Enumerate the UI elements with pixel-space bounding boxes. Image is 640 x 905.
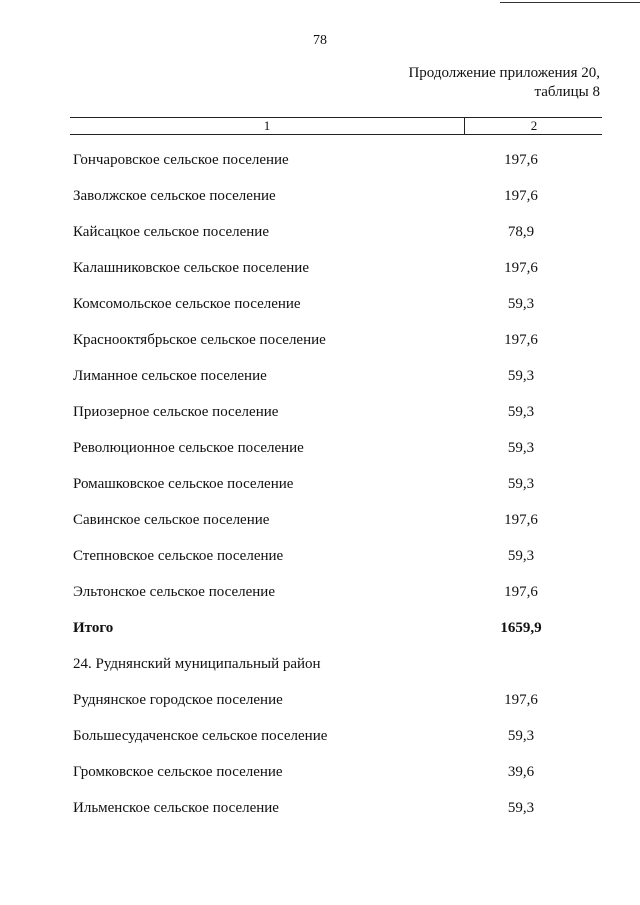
row-name: Комсомольское сельское поселение	[73, 296, 301, 312]
row-value: 59,3	[507, 800, 535, 816]
table-row	[0, 401, 640, 423]
row-name: Громковское сельское поселение	[73, 764, 283, 780]
table-row	[0, 473, 640, 495]
continuation-line-2: таблицы 8	[534, 84, 600, 100]
table-row	[0, 437, 640, 459]
table-row	[0, 257, 640, 279]
row-name: Лиманное сельское поселение	[73, 368, 267, 384]
row-name: Калашниковское сельское поселение	[73, 260, 309, 276]
section-heading-row	[0, 653, 640, 675]
row-name: Гончаровское сельское поселение	[73, 152, 289, 168]
total-value: 1659,9	[500, 620, 542, 636]
row-name: Степновское сельское поселение	[73, 548, 284, 564]
row-name: Ромашковское сельское поселение	[73, 476, 294, 492]
table-row	[0, 509, 640, 531]
row-value: 197,6	[504, 512, 538, 528]
table-row	[0, 329, 640, 351]
row-name: Ильменское сельское поселение	[73, 800, 279, 816]
column-header-1: 1	[263, 118, 271, 133]
column-divider	[464, 117, 465, 135]
table-row	[0, 185, 640, 207]
row-name: Эльтонское сельское поселение	[73, 584, 275, 600]
table-row	[0, 365, 640, 387]
continuation-note	[408, 64, 600, 102]
row-name: Краснооктябрьское сельское поселение	[73, 332, 326, 348]
row-value: 197,6	[504, 152, 538, 168]
table-row	[0, 689, 640, 711]
table-row	[0, 761, 640, 783]
row-value: 39,6	[507, 764, 535, 780]
row-value: 197,6	[504, 188, 538, 204]
table-row	[0, 581, 640, 603]
section-heading: 24. Руднянский муниципальный район	[73, 656, 321, 672]
row-name: Савинское сельское поселение	[73, 512, 270, 528]
row-value: 59,3	[507, 476, 535, 492]
total-row	[0, 617, 640, 639]
table-row	[0, 221, 640, 243]
row-name: Приозерное сельское поселение	[73, 404, 279, 420]
row-value: 197,6	[504, 260, 538, 276]
table-row	[0, 797, 640, 819]
row-value: 197,6	[504, 692, 538, 708]
table-row	[0, 149, 640, 171]
row-value: 59,3	[507, 728, 535, 744]
row-value: 59,3	[507, 368, 535, 384]
row-value: 197,6	[504, 332, 538, 348]
continuation-line-1: Продолжение приложения 20,	[408, 65, 600, 81]
column-header-2: 2	[530, 118, 538, 133]
row-value: 59,3	[507, 548, 535, 564]
row-name: Большесудаченское сельское поселение	[73, 728, 328, 744]
total-label: Итого	[73, 620, 114, 636]
row-value: 59,3	[507, 440, 535, 456]
page-number: 78	[313, 33, 327, 48]
row-value: 78,9	[507, 224, 535, 240]
table-row	[0, 293, 640, 315]
row-name: Руднянское городское поселение	[73, 692, 283, 708]
row-value: 59,3	[507, 404, 535, 420]
row-name: Кайсацкое сельское поселение	[73, 224, 269, 240]
row-name: Революционное сельское поселение	[73, 440, 304, 456]
scan-edge-mark	[500, 2, 640, 3]
row-value: 197,6	[504, 584, 538, 600]
table-row	[0, 545, 640, 567]
row-value: 59,3	[507, 296, 535, 312]
table-row	[0, 725, 640, 747]
table-header-bottom-rule	[70, 134, 602, 135]
row-name: Заволжское сельское поселение	[73, 188, 276, 204]
